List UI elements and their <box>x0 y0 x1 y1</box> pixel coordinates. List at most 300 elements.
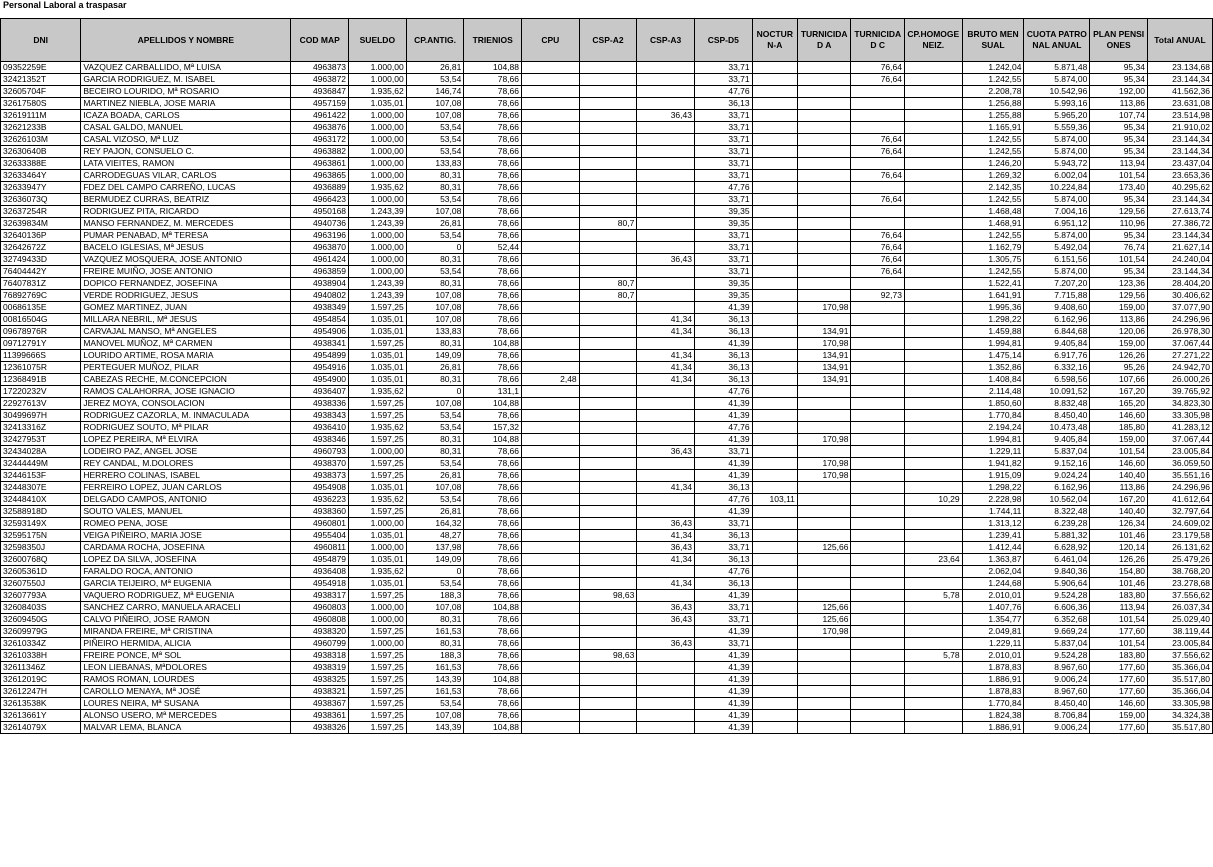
cell-nocturna <box>752 578 797 590</box>
cell-cp-homogeneiz <box>904 698 962 710</box>
table-row <box>1 410 1213 422</box>
cell-csp-d5: 33,71 <box>694 614 752 626</box>
cell-cp-homogeneiz <box>904 518 962 530</box>
cell-cuota-patronal: 6.239,28 <box>1024 518 1090 530</box>
cell-total-anual: 35.551,16 <box>1147 470 1212 482</box>
cell-turnicidad-a <box>797 518 851 530</box>
cell-turnicidad-c <box>851 554 905 566</box>
cell-bruto-mensual: 1.475,14 <box>962 350 1024 362</box>
cell-cp-homogeneiz <box>904 686 962 698</box>
cell-dni: 32640136P <box>1 230 81 242</box>
cell-cp-antig: 53,54 <box>406 230 464 242</box>
cell-turnicidad-a <box>797 314 851 326</box>
cell-csp-a3 <box>637 386 695 398</box>
cell-cod-map: 4938370 <box>291 458 349 470</box>
cell-sueldo: 1.000,00 <box>349 158 407 170</box>
personnel-table <box>0 18 1213 734</box>
cell-name: RAMOS CALAHORRA, JOSE IGNACIO <box>81 386 291 398</box>
cell-turnicidad-a: 170,98 <box>797 338 851 350</box>
cell-csp-a2 <box>579 182 637 194</box>
cell-name: JEREZ MOYA, CONSOLACION <box>81 398 291 410</box>
cell-total-anual: 30.406,62 <box>1147 290 1212 302</box>
cell-bruto-mensual: 2.142,35 <box>962 182 1024 194</box>
cell-name: CARRODEGUAS VILAR, CARLOS <box>81 170 291 182</box>
cell-total-anual: 27.386,72 <box>1147 218 1212 230</box>
cell-cuota-patronal: 5.906,64 <box>1024 578 1090 590</box>
cell-bruto-mensual: 1.770,84 <box>962 410 1024 422</box>
cell-bruto-mensual: 2.114,48 <box>962 386 1024 398</box>
cell-bruto-mensual: 1.886,91 <box>962 722 1024 734</box>
cell-turnicidad-c <box>851 362 905 374</box>
cell-csp-a2 <box>579 530 637 542</box>
cell-cuota-patronal: 6.844,68 <box>1024 326 1090 338</box>
cell-csp-a3 <box>637 662 695 674</box>
table-row <box>1 146 1213 158</box>
cell-cp-homogeneiz: 5,78 <box>904 590 962 602</box>
cell-cp-homogeneiz <box>904 710 962 722</box>
cell-cod-map: 4954854 <box>291 314 349 326</box>
cell-nocturna <box>752 554 797 566</box>
cell-cod-map: 4954900 <box>291 374 349 386</box>
cell-turnicidad-a: 134,91 <box>797 350 851 362</box>
cell-name: RODRIGUEZ PITA, RICARDO <box>81 206 291 218</box>
cell-cpu <box>522 410 580 422</box>
table-row <box>1 674 1213 686</box>
cell-total-anual: 23.631,08 <box>1147 98 1212 110</box>
cell-cp-homogeneiz <box>904 350 962 362</box>
cell-cp-homogeneiz <box>904 674 962 686</box>
cell-bruto-mensual: 2.010,01 <box>962 590 1024 602</box>
cell-csp-d5: 41,39 <box>694 674 752 686</box>
cell-turnicidad-a <box>797 578 851 590</box>
cell-csp-a3: 36,43 <box>637 446 695 458</box>
cell-cuota-patronal: 6.951,12 <box>1024 218 1090 230</box>
cell-cp-antig: 80,31 <box>406 638 464 650</box>
cell-cod-map: 4938361 <box>291 710 349 722</box>
cell-turnicidad-a <box>797 698 851 710</box>
cell-nocturna <box>752 194 797 206</box>
cell-cod-map: 4938341 <box>291 338 349 350</box>
cell-plan-pensiones: 95,26 <box>1090 362 1148 374</box>
cell-trienios: 78,66 <box>464 506 522 518</box>
cell-bruto-mensual: 1.407,76 <box>962 602 1024 614</box>
cell-trienios: 78,66 <box>464 122 522 134</box>
cell-csp-a2 <box>579 110 637 122</box>
cell-csp-a3 <box>637 122 695 134</box>
cell-cpu <box>522 74 580 86</box>
cell-sueldo: 1.597,25 <box>349 722 407 734</box>
cell-turnicidad-a <box>797 290 851 302</box>
cell-cod-map: 4936407 <box>291 386 349 398</box>
cell-plan-pensiones: 113,94 <box>1090 602 1148 614</box>
cell-dni: 32614079X <box>1 722 81 734</box>
cell-bruto-mensual: 2.010,01 <box>962 650 1024 662</box>
cell-total-anual: 25.029,40 <box>1147 614 1212 626</box>
cell-csp-d5: 33,71 <box>694 134 752 146</box>
cell-name: CARDAMA ROCHA, JOSEFINA <box>81 542 291 554</box>
cell-name: FREIRE PONCE, Mª SOL <box>81 650 291 662</box>
cell-plan-pensiones: 146,60 <box>1090 410 1148 422</box>
table-row <box>1 326 1213 338</box>
cell-csp-a2: 98,63 <box>579 650 637 662</box>
cell-dni: 32608403S <box>1 602 81 614</box>
cell-csp-a3: 41,34 <box>637 314 695 326</box>
cell-cp-homogeneiz <box>904 602 962 614</box>
cell-sueldo: 1.035,01 <box>349 530 407 542</box>
header-turnicidad-c: TURNICIDAD C <box>851 19 905 62</box>
cell-nocturna <box>752 710 797 722</box>
cell-dni: 32600768Q <box>1 554 81 566</box>
cell-cod-map: 4940736 <box>291 218 349 230</box>
cell-cp-homogeneiz <box>904 458 962 470</box>
cell-turnicidad-a <box>797 110 851 122</box>
cell-cp-homogeneiz <box>904 530 962 542</box>
cell-turnicidad-c: 76,64 <box>851 266 905 278</box>
cell-dni: 76892769C <box>1 290 81 302</box>
table-row <box>1 530 1213 542</box>
cell-cuota-patronal: 5.874,00 <box>1024 134 1090 146</box>
cell-trienios: 78,66 <box>464 614 522 626</box>
cell-dni: 32612019C <box>1 674 81 686</box>
cell-total-anual: 26.131,62 <box>1147 542 1212 554</box>
cell-bruto-mensual: 1.239,41 <box>962 530 1024 542</box>
cell-name: SANCHEZ CARRO, MANUELA ARACELI <box>81 602 291 614</box>
table-row <box>1 338 1213 350</box>
cell-nocturna <box>752 446 797 458</box>
cell-csp-a2 <box>579 230 637 242</box>
table-row <box>1 134 1213 146</box>
cell-dni: 32613661Y <box>1 710 81 722</box>
cell-turnicidad-a: 170,98 <box>797 626 851 638</box>
cell-turnicidad-c: 76,64 <box>851 194 905 206</box>
header-turnicidad-a: TURNICIDAD A <box>797 19 851 62</box>
cell-total-anual: 23.653,36 <box>1147 170 1212 182</box>
cell-csp-d5: 33,71 <box>694 446 752 458</box>
cell-nocturna <box>752 362 797 374</box>
cell-trienios: 78,66 <box>464 158 522 170</box>
cell-cp-homogeneiz <box>904 98 962 110</box>
cell-trienios: 78,66 <box>464 254 522 266</box>
cell-csp-d5: 33,71 <box>694 242 752 254</box>
cell-bruto-mensual: 1.994,81 <box>962 338 1024 350</box>
cell-cuota-patronal: 9.006,24 <box>1024 674 1090 686</box>
cell-dni: 32610334Z <box>1 638 81 650</box>
cell-bruto-mensual: 2.194,24 <box>962 422 1024 434</box>
table-row <box>1 590 1213 602</box>
cell-turnicidad-c <box>851 686 905 698</box>
cell-csp-a2 <box>579 566 637 578</box>
cell-total-anual: 41.562,36 <box>1147 86 1212 98</box>
cell-plan-pensiones: 101,54 <box>1090 170 1148 182</box>
cell-total-anual: 34.823,30 <box>1147 398 1212 410</box>
cell-cp-antig: 80,31 <box>406 374 464 386</box>
cell-plan-pensiones: 107,74 <box>1090 110 1148 122</box>
cell-cod-map: 4938367 <box>291 698 349 710</box>
cell-csp-a3 <box>637 158 695 170</box>
cell-cpu <box>522 290 580 302</box>
cell-csp-a2 <box>579 602 637 614</box>
cell-cpu <box>522 182 580 194</box>
cell-sueldo: 1.000,00 <box>349 638 407 650</box>
cell-turnicidad-c <box>851 602 905 614</box>
cell-cp-antig: 161,53 <box>406 686 464 698</box>
table-row <box>1 578 1213 590</box>
cell-turnicidad-a <box>797 638 851 650</box>
cell-sueldo: 1.597,25 <box>349 458 407 470</box>
cell-cpu <box>522 326 580 338</box>
cell-name: ALONSO USERO, Mª MERCEDES <box>81 710 291 722</box>
cell-turnicidad-a: 170,98 <box>797 434 851 446</box>
cell-name: BERMUDEZ CURRAS, BEATRIZ <box>81 194 291 206</box>
cell-csp-a2 <box>579 446 637 458</box>
cell-cp-homogeneiz <box>904 290 962 302</box>
cell-cpu <box>522 434 580 446</box>
cell-dni: 22927613V <box>1 398 81 410</box>
cell-nocturna <box>752 518 797 530</box>
table-row <box>1 422 1213 434</box>
cell-plan-pensiones: 113,86 <box>1090 482 1148 494</box>
cell-cpu <box>522 170 580 182</box>
cell-cpu <box>522 218 580 230</box>
cell-sueldo: 1.597,25 <box>349 302 407 314</box>
cell-csp-a3 <box>637 458 695 470</box>
cell-trienios: 78,66 <box>464 482 522 494</box>
cell-dni: 32607793A <box>1 590 81 602</box>
cell-cuota-patronal: 6.461,04 <box>1024 554 1090 566</box>
cell-cuota-patronal: 9.408,60 <box>1024 302 1090 314</box>
cell-cp-homogeneiz <box>904 218 962 230</box>
cell-csp-a3: 41,34 <box>637 482 695 494</box>
cell-cp-antig: 53,54 <box>406 122 464 134</box>
cell-cpu <box>522 638 580 650</box>
cell-cp-antig: 161,53 <box>406 662 464 674</box>
cell-cp-antig: 80,31 <box>406 446 464 458</box>
cell-cod-map: 4938321 <box>291 686 349 698</box>
cell-csp-a2 <box>579 614 637 626</box>
cell-cuota-patronal: 9.405,84 <box>1024 338 1090 350</box>
cell-csp-a3 <box>637 686 695 698</box>
cell-cuota-patronal: 6.162,96 <box>1024 314 1090 326</box>
cell-turnicidad-c <box>851 578 905 590</box>
cell-name: CAROLLO MENAYA, Mª JOSÉ <box>81 686 291 698</box>
cell-cp-homogeneiz <box>904 266 962 278</box>
cell-cuota-patronal: 9.524,28 <box>1024 650 1090 662</box>
cell-sueldo: 1.000,00 <box>349 62 407 74</box>
cell-cp-antig: 188,3 <box>406 590 464 602</box>
cell-cp-homogeneiz <box>904 506 962 518</box>
cell-cuota-patronal: 6.606,36 <box>1024 602 1090 614</box>
cell-cod-map: 4938325 <box>291 674 349 686</box>
cell-turnicidad-c <box>851 566 905 578</box>
cell-csp-a3 <box>637 434 695 446</box>
cell-csp-d5: 33,71 <box>694 266 752 278</box>
cell-nocturna <box>752 290 797 302</box>
cell-turnicidad-a <box>797 206 851 218</box>
cell-csp-a2 <box>579 458 637 470</box>
cell-turnicidad-c <box>851 410 905 422</box>
cell-csp-a2 <box>579 302 637 314</box>
cell-cp-antig: 143,39 <box>406 674 464 686</box>
cell-turnicidad-c <box>851 326 905 338</box>
table-row <box>1 266 1213 278</box>
cell-turnicidad-a <box>797 86 851 98</box>
cell-total-anual: 37.067,44 <box>1147 338 1212 350</box>
cell-turnicidad-a: 125,66 <box>797 602 851 614</box>
cell-total-anual: 27.613,74 <box>1147 206 1212 218</box>
cell-dni: 32633388E <box>1 158 81 170</box>
cell-csp-d5: 39,35 <box>694 290 752 302</box>
cell-bruto-mensual: 1.298,22 <box>962 482 1024 494</box>
table-row <box>1 182 1213 194</box>
cell-cpu <box>522 650 580 662</box>
table-row <box>1 314 1213 326</box>
cell-cp-homogeneiz <box>904 74 962 86</box>
cell-cp-homogeneiz <box>904 614 962 626</box>
cell-cod-map: 4940802 <box>291 290 349 302</box>
table-row <box>1 398 1213 410</box>
cell-plan-pensiones: 101,54 <box>1090 254 1148 266</box>
cell-bruto-mensual: 1.229,11 <box>962 446 1024 458</box>
cell-name: MARTINEZ NIEBLA, JOSE MARIA <box>81 98 291 110</box>
cell-cp-antig: 0 <box>406 242 464 254</box>
cell-cp-antig: 26,81 <box>406 62 464 74</box>
cell-cuota-patronal: 8.706,84 <box>1024 710 1090 722</box>
cell-csp-a3: 36,43 <box>637 254 695 266</box>
cell-csp-a2 <box>579 362 637 374</box>
cell-csp-d5: 41,39 <box>694 698 752 710</box>
cell-trienios: 78,66 <box>464 590 522 602</box>
table-row <box>1 242 1213 254</box>
cell-dni: 32446153F <box>1 470 81 482</box>
cell-nocturna <box>752 170 797 182</box>
cell-trienios: 78,66 <box>464 146 522 158</box>
cell-trienios: 78,66 <box>464 194 522 206</box>
cell-plan-pensiones: 167,20 <box>1090 494 1148 506</box>
cell-csp-a3: 41,34 <box>637 362 695 374</box>
cell-cp-homogeneiz <box>904 470 962 482</box>
cell-name: ICAZA BOADA, CARLOS <box>81 110 291 122</box>
cell-trienios: 78,66 <box>464 638 522 650</box>
cell-csp-a3: 36,43 <box>637 518 695 530</box>
cell-csp-d5: 33,71 <box>694 542 752 554</box>
cell-sueldo: 1.597,25 <box>349 698 407 710</box>
cell-csp-d5: 36,13 <box>694 326 752 338</box>
cell-turnicidad-a <box>797 722 851 734</box>
cell-total-anual: 36.059,50 <box>1147 458 1212 470</box>
cell-sueldo: 1.597,25 <box>349 590 407 602</box>
cell-name: FERREIRO LOPEZ, JUAN CARLOS <box>81 482 291 494</box>
cell-cod-map: 4963873 <box>291 62 349 74</box>
cell-csp-d5: 41,39 <box>694 410 752 422</box>
cell-sueldo: 1.035,01 <box>349 578 407 590</box>
cell-name: PUMAR PENABAD, Mª TERESA <box>81 230 291 242</box>
cell-total-anual: 35.366,04 <box>1147 662 1212 674</box>
cell-total-anual: 23.134,68 <box>1147 62 1212 74</box>
cell-cp-homogeneiz <box>904 278 962 290</box>
cell-csp-d5: 33,71 <box>694 122 752 134</box>
cell-csp-a3 <box>637 674 695 686</box>
cell-cpu <box>522 710 580 722</box>
cell-cpu <box>522 158 580 170</box>
cell-turnicidad-c <box>851 350 905 362</box>
cell-trienios: 78,66 <box>464 350 522 362</box>
cell-bruto-mensual: 2.062,04 <box>962 566 1024 578</box>
cell-total-anual: 23.144,34 <box>1147 146 1212 158</box>
cell-csp-a2 <box>579 206 637 218</box>
cell-cpu <box>522 686 580 698</box>
cell-plan-pensiones: 113,94 <box>1090 158 1148 170</box>
cell-nocturna <box>752 302 797 314</box>
cell-total-anual: 37.067,44 <box>1147 434 1212 446</box>
cell-bruto-mensual: 1.229,11 <box>962 638 1024 650</box>
cell-cp-antig: 53,54 <box>406 578 464 590</box>
cell-cuota-patronal: 10.473,48 <box>1024 422 1090 434</box>
cell-turnicidad-c <box>851 506 905 518</box>
table-row <box>1 194 1213 206</box>
cell-csp-a2 <box>579 326 637 338</box>
cell-bruto-mensual: 1.468,91 <box>962 218 1024 230</box>
cell-trienios: 78,66 <box>464 446 522 458</box>
cell-dni: 32598350J <box>1 542 81 554</box>
cell-cp-antig: 26,81 <box>406 218 464 230</box>
table-row <box>1 566 1213 578</box>
cell-cod-map: 4938360 <box>291 506 349 518</box>
cell-turnicidad-c <box>851 626 905 638</box>
cell-sueldo: 1.935,62 <box>349 386 407 398</box>
cell-nocturna <box>752 74 797 86</box>
cell-plan-pensiones: 123,36 <box>1090 278 1148 290</box>
cell-turnicidad-a <box>797 494 851 506</box>
cell-cp-antig: 53,54 <box>406 134 464 146</box>
cell-plan-pensiones: 159,00 <box>1090 434 1148 446</box>
cell-trienios: 78,66 <box>464 302 522 314</box>
cell-cpu <box>522 98 580 110</box>
cell-sueldo: 1.000,00 <box>349 602 407 614</box>
cell-turnicidad-a: 134,91 <box>797 362 851 374</box>
cell-csp-a3 <box>637 650 695 662</box>
cell-sueldo: 1.243,39 <box>349 290 407 302</box>
cell-plan-pensiones: 95,34 <box>1090 266 1148 278</box>
cell-cod-map: 4960808 <box>291 614 349 626</box>
cell-csp-a3: 41,34 <box>637 326 695 338</box>
cell-sueldo: 1.000,00 <box>349 230 407 242</box>
cell-nocturna <box>752 722 797 734</box>
cell-trienios: 78,66 <box>464 698 522 710</box>
table-row <box>1 122 1213 134</box>
cell-cpu <box>522 662 580 674</box>
cell-cp-homogeneiz <box>904 302 962 314</box>
cell-cp-antig: 80,31 <box>406 170 464 182</box>
cell-nocturna <box>752 62 797 74</box>
cell-cuota-patronal: 7.715,88 <box>1024 290 1090 302</box>
cell-plan-pensiones: 101,54 <box>1090 614 1148 626</box>
cell-plan-pensiones: 95,34 <box>1090 194 1148 206</box>
cell-csp-a3 <box>637 242 695 254</box>
cell-cuota-patronal: 9.524,28 <box>1024 590 1090 602</box>
cell-name: CARVAJAL MANSO, Mª ANGELES <box>81 326 291 338</box>
cell-csp-a3 <box>637 494 695 506</box>
cell-csp-d5: 39,35 <box>694 206 752 218</box>
cell-name: VERDE RODRIGUEZ, JESUS <box>81 290 291 302</box>
cell-dni: 32588918D <box>1 506 81 518</box>
cell-total-anual: 23.278,68 <box>1147 578 1212 590</box>
cell-csp-a3 <box>637 722 695 734</box>
cell-nocturna <box>752 218 797 230</box>
cell-plan-pensiones: 113,86 <box>1090 314 1148 326</box>
cell-bruto-mensual: 1.256,88 <box>962 98 1024 110</box>
cell-bruto-mensual: 1.850,60 <box>962 398 1024 410</box>
header-csp-a2: CSP-A2 <box>579 19 637 62</box>
